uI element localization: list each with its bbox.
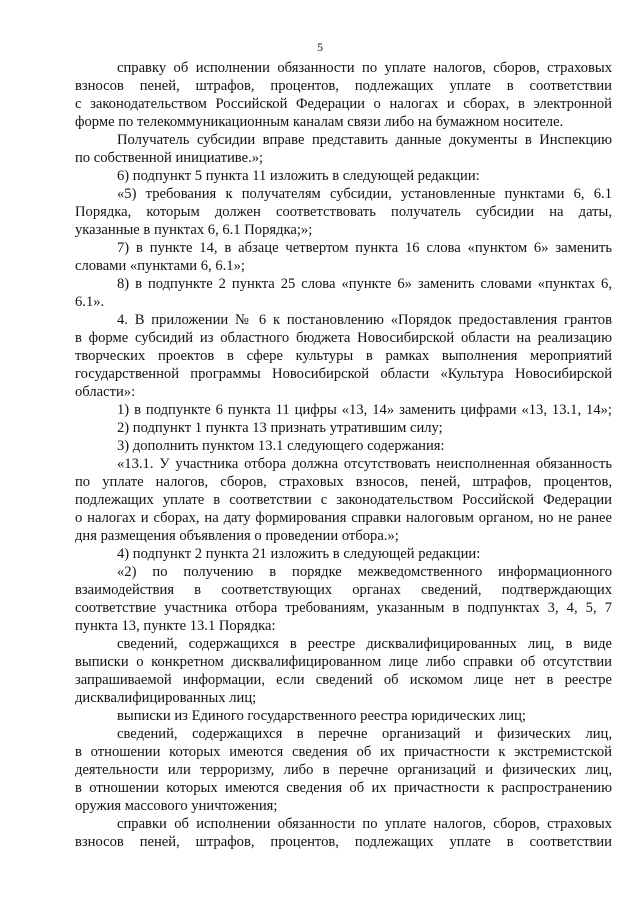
document-body: [75, 59, 612, 851]
text-line: Порядка, которым должен соответствовать получатель субсидии на даты,: [75, 204, 612, 220]
text-line: с законодательством Российской Федерации о налогах и сборах, в электронной: [75, 96, 612, 112]
text-line: дня размещения объявления о проведении отбора.»;: [75, 528, 399, 544]
text-line: в отношении которых имеются сведения об их причастности к распространению: [75, 780, 612, 796]
text-line: оружия массового уничтожения;: [75, 798, 278, 814]
text-line: 4. В приложении № 6 к постановлению «Порядок предоставления грантов: [117, 312, 612, 328]
text-line: словами «пунктами 6, 6.1»;: [75, 258, 245, 274]
text-line: дисквалифицированных лиц;: [75, 690, 257, 706]
text-line: форме по телекоммуникационным каналам связи либо на бумажном носителе.: [75, 114, 564, 130]
text-line: взносов пеней, штрафов, процентов, подлежащих уплате в соответствии: [75, 834, 612, 850]
text-line: справку об исполнении обязанности по уплате налогов, сборов, страховых: [117, 60, 612, 76]
text-line: 2) подпункт 1 пункта 13 признать утратившим силу;: [117, 420, 443, 436]
text-line: в отношении которых имеются сведения об их причастности к экстремистской: [75, 744, 612, 760]
text-line: взносов пеней, штрафов, процентов, подлежащих уплате в соответствии: [75, 78, 612, 94]
text-line: по уплате налогов, сборов, страховых взносов, пеней, штрафов, процентов,: [75, 474, 612, 490]
text-line: «13.1. У участника отбора должна отсутствовать неисполненная обязанность: [117, 456, 612, 472]
text-line: «2) по получению в порядке межведомственного информационного: [117, 564, 612, 580]
text-line: справки об исполнении обязанности по уплате налогов, сборов, страховых: [117, 816, 612, 832]
text-line: деятельности или терроризму, либо в перечне организаций и физических лиц,: [75, 762, 612, 778]
text-line: 7) в пункте 14, в абзаце четвертом пункта 16 слова «пунктом 6» заменить: [117, 240, 612, 256]
text-line: взаимодействия в соответствующих органах сведений, подтверждающих: [75, 582, 612, 598]
text-line: пункта 13, пункте 13.1 Порядка:: [75, 618, 276, 634]
text-line: 8) в подпункте 2 пункта 25 слова «пункте 6» заменить словами «пунктах 6,: [117, 276, 612, 292]
text-line: выписки из Единого государственного реестра юридических лиц;: [117, 708, 526, 724]
text-line: «5) требования к получателям субсидии, установленные пунктами 6, 6.1: [117, 186, 612, 202]
text-line: сведений, содержащихся в перечне организаций и физических лиц,: [117, 726, 612, 742]
text-line: 3) дополнить пунктом 13.1 следующего содержания:: [117, 438, 445, 454]
text-line: 6) подпункт 5 пункта 11 изложить в следующей редакции:: [117, 168, 480, 184]
text-line: Получатель субсидии вправе представить данные документы в Инспекцию: [117, 132, 612, 148]
text-line: запрашиваемой информации, если сведений об искомом лице нет в реестре: [75, 672, 612, 688]
page-number: 5: [317, 40, 323, 54]
text-line: творческих проектов в сфере культуры в рамках выполнения мероприятий: [75, 348, 612, 364]
text-line: подлежащих уплате в соответствии с законодательством Российской Федерации: [75, 492, 612, 508]
text-line: указанные в пунктах 6, 6.1 Порядка;»;: [75, 222, 313, 238]
text-line: соответствие участника отбора требованиям, указанным в подпунктах 3, 4, 5, 7: [75, 600, 612, 616]
text-line: выписки о конкретном дисквалифицированном лице либо справки об отсутствии: [75, 654, 612, 670]
text-line: 4) подпункт 2 пункта 21 изложить в следующей редакции:: [117, 546, 481, 562]
text-line: о налогах и сборах, на дату формирования справки налоговым органом, но не ранее: [75, 510, 612, 526]
text-line: 6.1».: [75, 294, 105, 310]
text-line: сведений, содержащихся в реестре дисквалифицированных лиц, в виде: [117, 636, 612, 652]
text-line: области»:: [75, 384, 136, 400]
text-line: государственной программы Новосибирской области «Культура Новосибирской: [75, 366, 612, 382]
text-line: 1) в подпункте 6 пункта 11 цифры «13, 14» заменить цифрами «13, 13.1, 14»;: [117, 402, 612, 418]
text-line: в форме субсидий из областного бюджета Новосибирской области на реализацию: [75, 330, 612, 346]
text-line: по собственной инициативе.»;: [75, 150, 264, 166]
